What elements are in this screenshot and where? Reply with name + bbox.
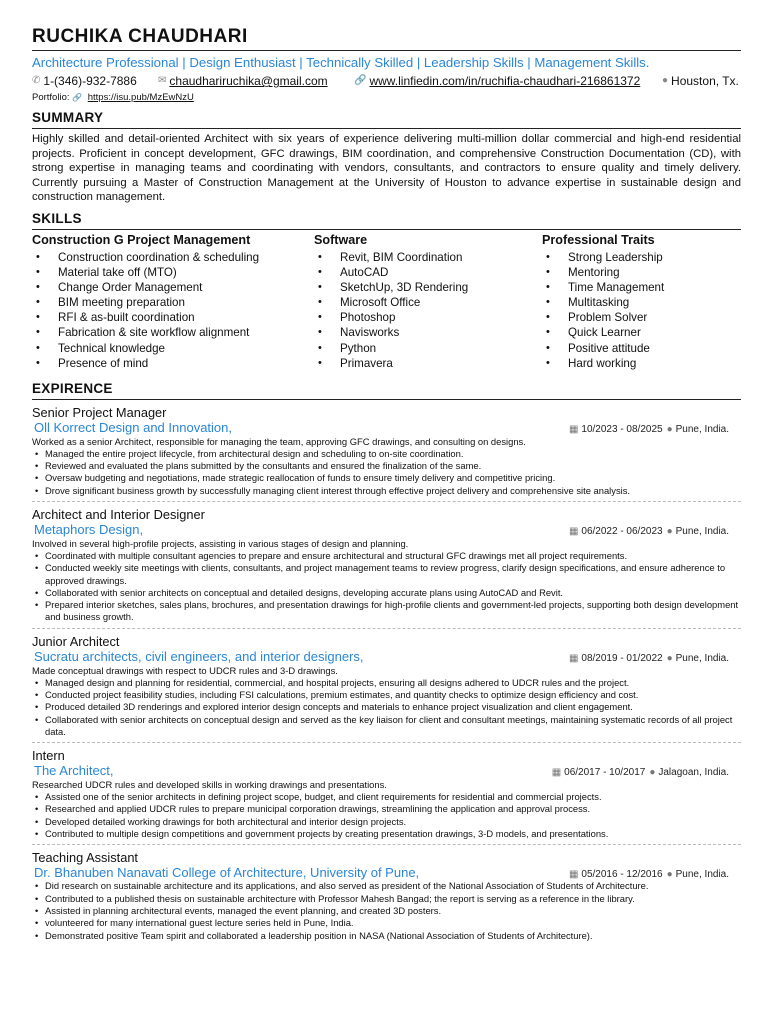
- skills-heading: SKILLS: [32, 210, 82, 226]
- skill-item: • Hard working: [542, 356, 741, 371]
- job-company-row: [32, 865, 741, 880]
- skill-item: • Navisworks: [314, 325, 542, 340]
- job-separator: [32, 501, 741, 502]
- job-bullets: [32, 791, 741, 840]
- phone-number: 1-(346)-932-7886: [43, 74, 137, 88]
- map-pin-icon: ●: [662, 75, 669, 86]
- job-meta: [569, 869, 741, 880]
- job-separator: [32, 844, 741, 845]
- skill-item: • Mentoring: [542, 265, 741, 280]
- skill-item: • Multitasking: [542, 295, 741, 310]
- company-name: Sucratu architects, civil engineers, and interior designers,: [34, 648, 364, 664]
- calendar-icon: ▦: [568, 423, 579, 435]
- skill-item: • Photoshop: [314, 310, 542, 325]
- skills-column-heading: Software: [314, 232, 368, 247]
- skills-list: [32, 250, 314, 371]
- linkedin-link[interactable]: www.linfiedin.com/in/ruchifia-chaudhari-216861372: [369, 74, 641, 88]
- job-dates: 06/2017 - 10/2017: [564, 767, 646, 779]
- job-bullet: • Researched and applied UDCR rules to prepare municipal corporation drawings, streamlining the application and approval process.: [32, 803, 741, 815]
- email-item: [158, 74, 354, 88]
- job-bullets: [32, 880, 741, 941]
- job-location: Jalagoan, India.: [658, 767, 729, 779]
- job-title: Architect and Interior Designer: [32, 506, 205, 522]
- job-bullet: • Assisted in planning architectural events, managed the event planning, and created 3D posters.: [32, 905, 741, 917]
- skill-item: • Python: [314, 341, 542, 356]
- skill-item: • Presence of mind: [32, 356, 314, 371]
- job-description: Researched UDCR rules and developed skills in working drawings and presentations.: [32, 779, 387, 791]
- portfolio-label: Portfolio:: [32, 92, 70, 103]
- candidate-name: RUCHIKA CHAUDHARI: [32, 26, 248, 47]
- skill-item: • BIM meeting preparation: [32, 295, 314, 310]
- job-bullet: • Managed design and planning for residential, commercial, and hospital projects, ensuring all designs adhered to UDCR rules and the project.: [32, 677, 741, 689]
- experience-heading: EXPIRENCE: [32, 380, 113, 396]
- job-title: Teaching Assistant: [32, 850, 138, 866]
- skill-item: • Strong Leadership: [542, 250, 741, 265]
- job-separator: [32, 742, 741, 743]
- summary-divider: [32, 128, 741, 129]
- job-bullet: • Conducted project feasibility studies, including FSI calculations, premium estimates, and quantity checks to optimize design efficiency and cost.: [32, 689, 741, 701]
- job-separator: [32, 628, 741, 629]
- experience-divider: [32, 399, 741, 400]
- job-company-row: [32, 763, 741, 778]
- job-bullet: • Did research on sustainable architecture and its applications, and also served as president of the National Association of Students of Architecture.: [32, 880, 741, 892]
- summary-text: Highly skilled and detail-oriented Architect with six years of experience delivering multi-million dollar commercial and high-end residential projects. Proficient in concept development, GFC drawings, BIM coordination, and comprehensive Construction Documentation (CD), with strong expertise in managing teams and coordinating with vendors, consultants, and contractors to ensure quality and timely delivery. Currently pursuing a Master of Construction Management at the University of Houston to advance expertise in sustainable design and construction management.: [32, 133, 741, 204]
- job-bullet: • Produced detailed 3D renderings and explored interior design concepts and materials to enhance project visualization and client engagement.: [32, 701, 741, 713]
- job-location: Pune, India.: [675, 525, 729, 537]
- job-meta: [569, 424, 741, 435]
- job-bullet: • Developed detailed working drawings for both architectural and interior design projects.: [32, 816, 741, 828]
- skills-divider: [32, 229, 741, 230]
- skill-item: • Positive attitude: [542, 341, 741, 356]
- map-pin-icon: ●: [666, 869, 673, 881]
- phone-item: [32, 74, 158, 88]
- portfolio-row: [32, 92, 741, 104]
- job-bullet: • Drove significant business growth by successfully managing client interest through effective project delivery and comprehensive site analysis.: [32, 485, 741, 497]
- skill-item: • Construction coordination & scheduling: [32, 250, 314, 265]
- job-entry: [32, 634, 741, 743]
- job-bullet: • Managed the entire project lifecycle, from architectural design and scheduling to on-site coordination.: [32, 448, 741, 460]
- skills-column: [314, 233, 542, 371]
- skill-item: • SketchUp, 3D Rendering: [314, 280, 542, 295]
- skills-list: [314, 250, 542, 371]
- skill-item: • Material take off (MTO): [32, 265, 314, 280]
- job-bullet: • Coordinated with multiple consultant agencies to prepare and ensure architectural and structural GFC drawings met all project requirements.: [32, 550, 741, 562]
- job-description: Involved in several high-profile projects, assisting in various stages of design and planning.: [32, 537, 409, 549]
- skills-list: [542, 250, 741, 371]
- experience-list: [32, 405, 741, 942]
- job-meta: [569, 653, 741, 664]
- skills-columns: [32, 233, 741, 371]
- job-title: Senior Project Manager: [32, 404, 167, 420]
- job-company-row: [32, 522, 741, 537]
- job-bullet: • Contributed to a published thesis on sustainable architecture with Professor Mahesh Bangad; the report is serving as a reference in the library.: [32, 893, 741, 905]
- contact-row: [32, 74, 741, 88]
- skill-item: • Quick Learner: [542, 325, 741, 340]
- calendar-icon: ▦: [568, 652, 579, 664]
- link-icon: 🔗: [72, 93, 83, 102]
- skills-column-heading: Professional Traits: [542, 232, 655, 247]
- location-text: Houston, Tx.: [671, 74, 739, 88]
- skill-item: • Microsoft Office: [314, 295, 542, 310]
- skill-item: • Primavera: [314, 356, 542, 371]
- envelope-icon: ✉: [158, 75, 167, 86]
- map-pin-icon: ●: [666, 652, 673, 664]
- company-name: The Architect,: [34, 763, 114, 779]
- job-meta: [569, 526, 741, 537]
- job-title: Intern: [32, 748, 65, 764]
- job-description: Made conceptual drawings with respect to UDCR rules and 3-D drawings.: [32, 664, 338, 676]
- job-company-row: [32, 649, 741, 664]
- job-bullets: [32, 448, 741, 497]
- skill-item: • Change Order Management: [32, 280, 314, 295]
- job-title: Junior Architect: [32, 633, 120, 649]
- linkedin-item: [354, 74, 662, 88]
- job-bullet: • Collaborated with senior architects on conceptual and detailed designs, developing accurate plans using AutoCAD and Revit.: [32, 587, 741, 599]
- link-icon: 🔗: [354, 75, 367, 86]
- job-dates: 08/2019 - 01/2022: [581, 652, 663, 664]
- phone-icon: ✆: [32, 75, 41, 86]
- job-bullets: [32, 550, 741, 624]
- calendar-icon: ▦: [551, 767, 562, 779]
- skills-column-heading: Construction G Project Management: [32, 232, 251, 247]
- job-entry: [32, 850, 741, 941]
- map-pin-icon: ●: [649, 767, 656, 779]
- skill-item: • Problem Solver: [542, 310, 741, 325]
- email-link[interactable]: chaudhariruchika@gmail.com: [169, 74, 328, 88]
- job-company-row: [32, 420, 741, 435]
- job-entry: [32, 405, 741, 502]
- tagline: Architecture Professional | Design Enthusiast | Technically Skilled | Leadership Skills | Management Skills.: [32, 55, 650, 70]
- map-pin-icon: ●: [666, 525, 673, 537]
- company-name: Metaphors Design,: [34, 521, 144, 537]
- skill-item: • Technical knowledge: [32, 341, 314, 356]
- job-location: Pune, India.: [675, 423, 729, 435]
- map-pin-icon: ●: [666, 423, 673, 435]
- location-item: [662, 74, 739, 88]
- job-bullet: • volunteered for many international guest lecture series held in Pune, India.: [32, 917, 741, 929]
- job-bullet: • Conducted weekly site meetings with clients, consultants, and project management teams to review progress, clarify design specifications, and ensure adherence to approved drawings.: [32, 562, 741, 587]
- header-divider: [32, 50, 741, 51]
- calendar-icon: ▦: [568, 525, 579, 537]
- summary-heading: SUMMARY: [32, 110, 104, 125]
- portfolio-link[interactable]: https://isu.pub/MzEwNzU: [87, 92, 194, 103]
- job-dates: 06/2022 - 06/2023: [581, 525, 663, 537]
- job-bullet: • Collaborated with senior architects on conceptual design and served as the key liaison for client and consultant meetings, maintaining systematic records of all project data.: [32, 714, 741, 739]
- job-bullet: • Reviewed and evaluated the plans submitted by the consultants and ensured the finalization of the same.: [32, 460, 741, 472]
- job-location: Pune, India.: [675, 869, 729, 881]
- skills-column: [32, 233, 314, 371]
- job-bullet: • Contributed to multiple design competitions and government projects by creating presentation drawings, 3-D models, and presentations.: [32, 828, 741, 840]
- job-meta: [552, 767, 741, 778]
- job-location: Pune, India.: [675, 652, 729, 664]
- job-entry: [32, 748, 741, 845]
- job-bullets: [32, 677, 741, 738]
- skill-item: • Revit, BIM Coordination: [314, 250, 542, 265]
- job-entry: [32, 507, 741, 629]
- skill-item: • RFI & as-built coordination: [32, 310, 314, 325]
- company-name: Dr. Bhanuben Nanavati College of Architecture, University of Pune,: [34, 865, 420, 881]
- skill-item: • Fabrication & site workflow alignment: [32, 325, 314, 340]
- company-name: Oll Korrect Design and Innovation,: [34, 419, 232, 435]
- job-bullet: • Oversaw budgeting and negotiations, made strategic reallocation of funds to ensure timely delivery and competitive pricing.: [32, 472, 741, 484]
- job-bullet: • Demonstrated positive Team spirit and collaborated a leadership position in NASA (National Association of Students of Architecture).: [32, 930, 741, 942]
- calendar-icon: ▦: [568, 869, 579, 881]
- skill-item: • AutoCAD: [314, 265, 542, 280]
- skill-item: • Time Management: [542, 280, 741, 295]
- job-dates: 10/2023 - 08/2025: [581, 423, 663, 435]
- job-bullet: • Prepared interior sketches, sales plans, brochures, and presentation drawings for high-profile clients and government-led projects, supporting both design development and business growth.: [32, 599, 741, 624]
- job-dates: 05/2016 - 12/2016: [581, 869, 663, 881]
- job-bullet: • Assisted one of the senior architects in defining project scope, budget, and client requirements for residential and commercial projects.: [32, 791, 741, 803]
- skills-column: [542, 233, 741, 371]
- job-description: Worked as a senior Architect, responsible for managing the team, approving GFC drawings, and consulting on designs.: [32, 435, 526, 447]
